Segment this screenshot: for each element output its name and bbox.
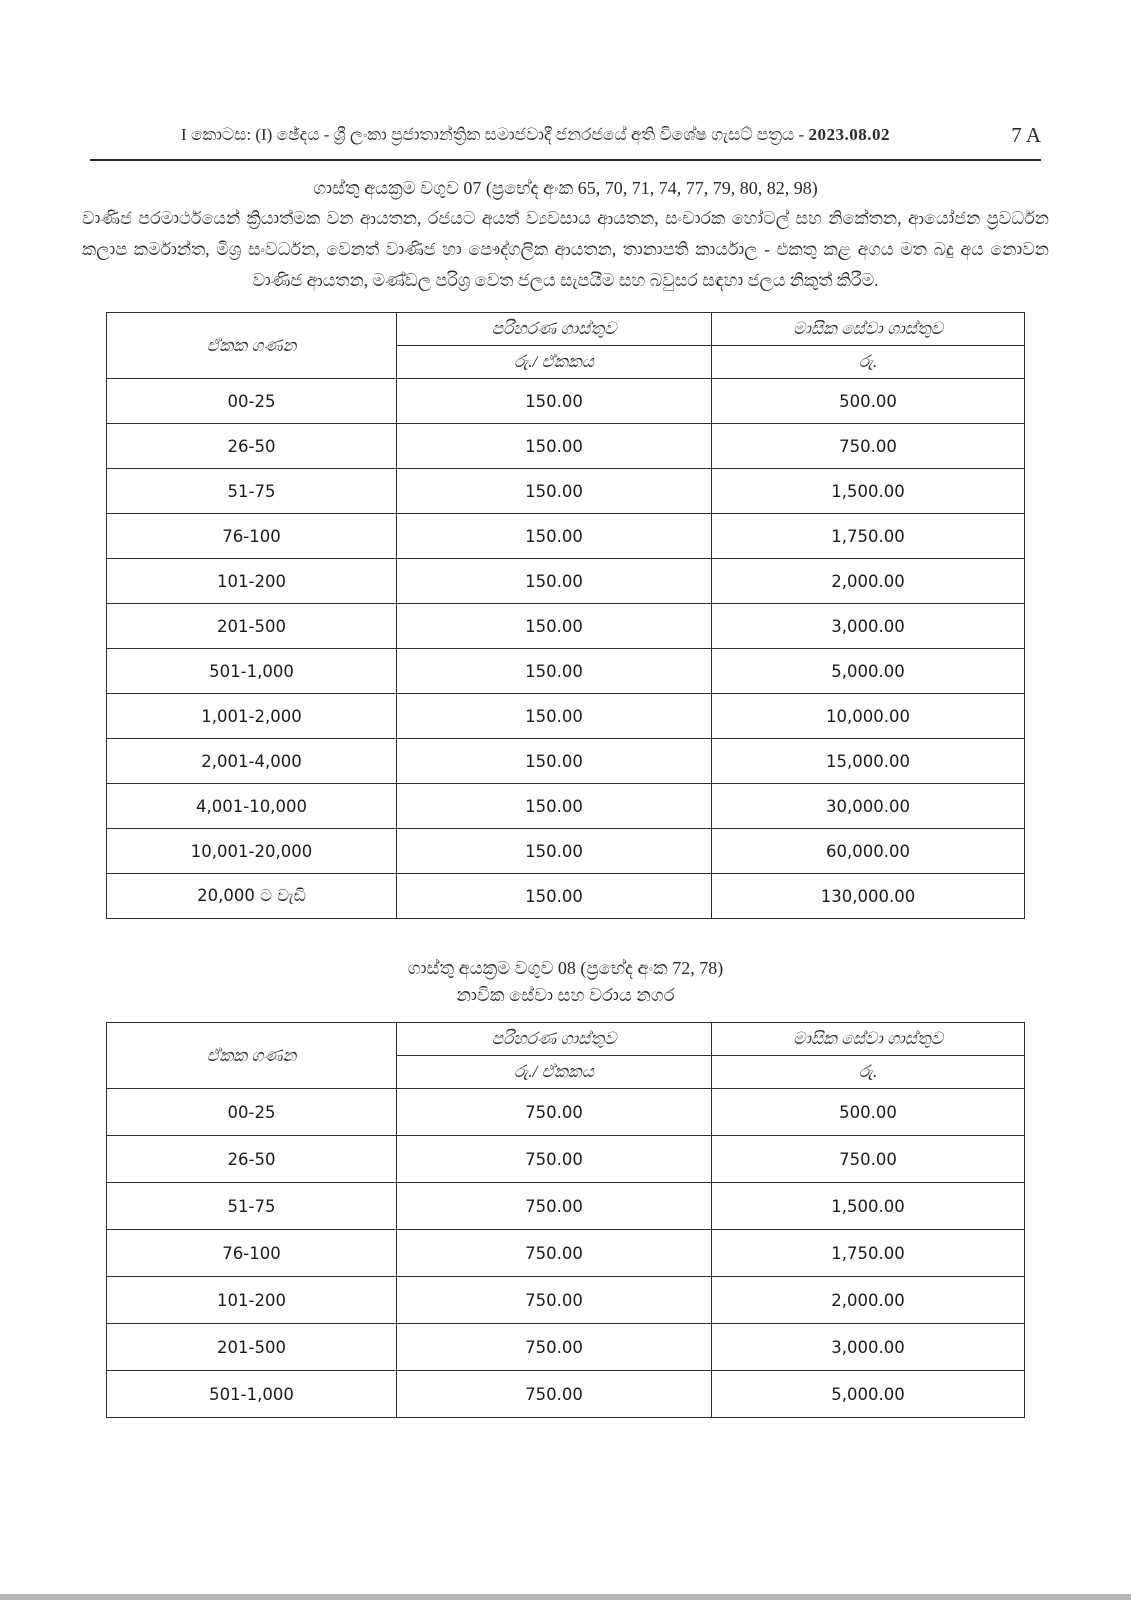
table-row [107, 379, 1025, 424]
section1-title: ගාස්තු අයක්‍රම වගුව 07 (ප්‍රභේද අංක 65, 70, 71, 74, 77, 79, 80, 82, 98) [313, 178, 818, 198]
monthly-service-charge-cell: 750.00 [712, 424, 1025, 469]
unit-range-cell: 201-500 [107, 1324, 397, 1371]
monthly-service-charge-cell: 30,000.00 [712, 784, 1025, 829]
column-subheader-monthly-unit: රු. [712, 346, 1025, 379]
column-header-usage-charge: පරිහරණ ගාස්තුව [397, 1023, 712, 1056]
usage-charge-cell: 750.00 [397, 1089, 712, 1136]
usage-charge-cell: 750.00 [397, 1277, 712, 1324]
header-rule [90, 159, 1041, 161]
table-row [107, 1136, 1025, 1183]
unit-range-cell: 101-200 [107, 559, 397, 604]
usage-charge-cell: 750.00 [397, 1136, 712, 1183]
table-row [107, 514, 1025, 559]
column-header-monthly-service-charge: මාසික සේවා ගාස්තුව [712, 313, 1025, 346]
table-row [107, 874, 1025, 919]
fee-table-07-header [107, 313, 1025, 379]
monthly-service-charge-cell: 3,000.00 [712, 1324, 1025, 1371]
column-header-usage-charge: පරිහරණ ගාස්තුව [397, 313, 712, 346]
table-row [107, 559, 1025, 604]
usage-charge-cell: 150.00 [397, 739, 712, 784]
column-subheader-usage-unit: රු./ ඒකකය [397, 346, 712, 379]
unit-range-cell: 201-500 [107, 604, 397, 649]
monthly-service-charge-cell: 60,000.00 [712, 829, 1025, 874]
column-header-unit-count: ඒකක ගණන [107, 313, 397, 379]
monthly-service-charge-cell: 1,500.00 [712, 1183, 1025, 1230]
table-row [107, 784, 1025, 829]
usage-charge-cell: 150.00 [397, 514, 712, 559]
usage-charge-cell: 150.00 [397, 694, 712, 739]
usage-charge-cell: 750.00 [397, 1230, 712, 1277]
fee-table-08-header [107, 1023, 1025, 1089]
table-row [107, 1230, 1025, 1277]
unit-range-cell: 1,001-2,000 [107, 694, 397, 739]
table-row [107, 1089, 1025, 1136]
table-row [107, 739, 1025, 784]
table-row [107, 649, 1025, 694]
unit-range-cell: 51-75 [107, 469, 397, 514]
spacer [0, 919, 1131, 941]
monthly-service-charge-cell: 5,000.00 [712, 649, 1025, 694]
monthly-service-charge-cell: 130,000.00 [712, 874, 1025, 919]
unit-range-cell: 76-100 [107, 514, 397, 559]
usage-charge-cell: 150.00 [397, 424, 712, 469]
table-row [107, 1277, 1025, 1324]
monthly-service-charge-cell: 500.00 [712, 1089, 1025, 1136]
monthly-service-charge-cell: 2,000.00 [712, 1277, 1025, 1324]
monthly-service-charge-cell: 1,750.00 [712, 514, 1025, 559]
monthly-service-charge-cell: 750.00 [712, 1136, 1025, 1183]
header-row-main [107, 1023, 1025, 1056]
column-subheader-usage-unit: රු./ ඒකකය [397, 1056, 712, 1089]
running-head [90, 125, 1041, 155]
unit-range-cell: 501-1,000 [107, 1371, 397, 1418]
usage-charge-cell: 150.00 [397, 874, 712, 919]
unit-range-cell: 501-1,000 [107, 649, 397, 694]
fee-table-08 [106, 1022, 1025, 1418]
unit-range-cell: 26-50 [107, 424, 397, 469]
usage-charge-cell: 750.00 [397, 1371, 712, 1418]
page-number: 7 A [1011, 123, 1041, 147]
usage-charge-cell: 750.00 [397, 1183, 712, 1230]
monthly-service-charge-cell: 2,000.00 [712, 559, 1025, 604]
table-row [107, 829, 1025, 874]
section2-subtitle: නාවික සේවා සහ වරාය නගර [456, 985, 675, 1005]
column-header-monthly-service-charge: මාසික සේවා ගාස්තුව [712, 1023, 1025, 1056]
gazette-date: 2023.08.02 [808, 125, 890, 144]
usage-charge-cell: 150.00 [397, 604, 712, 649]
unit-range-cell: 4,001-10,000 [107, 784, 397, 829]
table-row [107, 1324, 1025, 1371]
header-row-main [107, 313, 1025, 346]
table-row [107, 1183, 1025, 1230]
monthly-service-charge-cell: 500.00 [712, 379, 1025, 424]
usage-charge-cell: 750.00 [397, 1324, 712, 1371]
monthly-service-charge-cell: 3,000.00 [712, 604, 1025, 649]
section2-title: ගාස්තු අයක්‍රම වගුව 08 (ප්‍රභේද අංක 72, 78) [407, 958, 724, 978]
unit-range-cell: 76-100 [107, 1230, 397, 1277]
fee-table-08-body [107, 1089, 1025, 1418]
monthly-service-charge-cell: 1,750.00 [712, 1230, 1025, 1277]
unit-range-cell: 26-50 [107, 1136, 397, 1183]
gazette-header-title [90, 125, 981, 145]
usage-charge-cell: 150.00 [397, 784, 712, 829]
fee-table-07-body [107, 379, 1025, 919]
table-row [107, 694, 1025, 739]
usage-charge-cell: 150.00 [397, 469, 712, 514]
column-header-unit-count: ඒකක ගණන [107, 1023, 397, 1089]
scan-edge-artifact [0, 1594, 1131, 1600]
table-row [107, 604, 1025, 649]
table-row [107, 469, 1025, 514]
unit-range-cell: 20,000 ට වැඩි [107, 874, 397, 919]
usage-charge-cell: 150.00 [397, 649, 712, 694]
column-subheader-monthly-unit: රු. [712, 1056, 1025, 1089]
unit-range-cell: 51-75 [107, 1183, 397, 1230]
monthly-service-charge-cell: 1,500.00 [712, 469, 1025, 514]
monthly-service-charge-cell: 10,000.00 [712, 694, 1025, 739]
fee-table-07 [106, 312, 1025, 919]
usage-charge-cell: 150.00 [397, 379, 712, 424]
section1-description: වාණිජ පරමාර්ථයෙන් ක්‍රියාත්මක වන ආයතන, රජයට අයත් ව්‍යවසාය ආයතන, සංචාරක හෝටල් සහ නිකේතන, ආයෝජන ප්‍රවර්ධන කලාප කර්මාන්ත, මිශ්‍ර සංවර්ධන, වෙනත් වාණිජ හා පෞද්ගලික ආයතන, තානාපති කාර්යාල - එකතු කළ අගය මත බදු අය නොවන වාණිජ ආයතන, මණ්ඩල පරිශ්‍ර වෙත ජලය සැපයීම සහ බවුසර සඳහා ජලය නිකුත් කිරීම. [82, 208, 1049, 290]
unit-range-cell: 00-25 [107, 1089, 397, 1136]
monthly-service-charge-cell: 5,000.00 [712, 1371, 1025, 1418]
table-row [107, 1371, 1025, 1418]
monthly-service-charge-cell: 15,000.00 [712, 739, 1025, 784]
table-row [107, 424, 1025, 469]
unit-range-cell: 00-25 [107, 379, 397, 424]
unit-range-cell: 10,001-20,000 [107, 829, 397, 874]
gazette-header-text: I කොටස: (I) ඡේදය - ශ්‍රී ලංකා ප්‍රජාතාන්ත්‍රික සමාජවාදී ජනරජයේ අති විශේෂ ගැසට් පත්‍රය - [181, 125, 809, 144]
unit-range-cell: 101-200 [107, 1277, 397, 1324]
usage-charge-cell: 150.00 [397, 829, 712, 874]
unit-range-cell: 2,001-4,000 [107, 739, 397, 784]
usage-charge-cell: 150.00 [397, 559, 712, 604]
